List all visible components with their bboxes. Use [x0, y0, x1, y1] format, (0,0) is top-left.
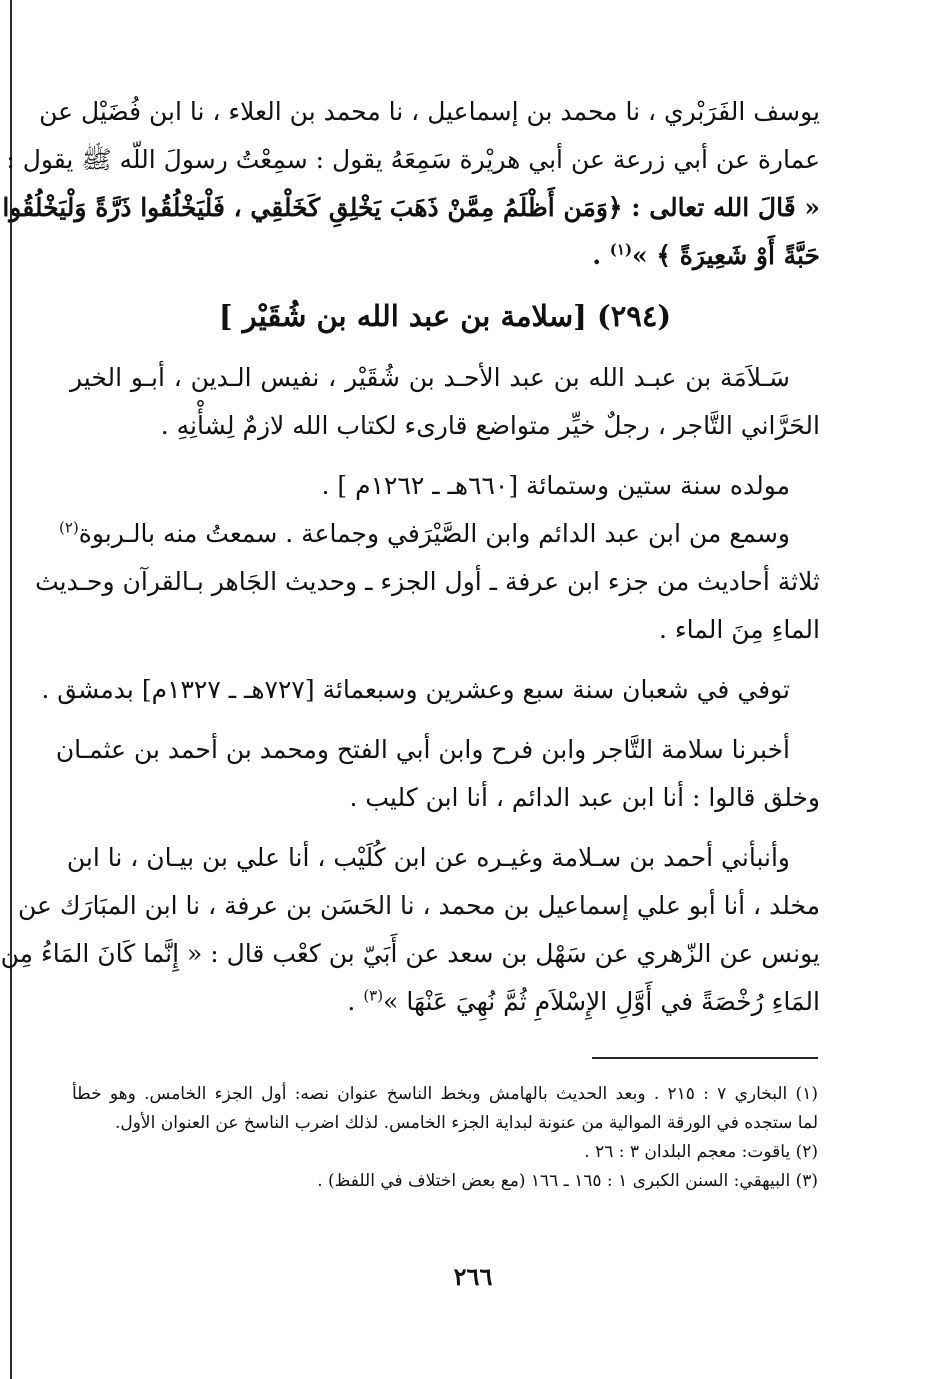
entry-heading: (٢٩٤) [سلامة بن عبد الله بن شُقَيْر ]	[218, 299, 672, 333]
footnote-marker: (١)	[609, 240, 633, 259]
footnote-marker: (٣)	[363, 986, 384, 1005]
text-line: وأنبأني أحمد بن سـلامة وغيـره عن ابن كُلَيْب ، أنا علي بن بيـان ، نا ابن	[66, 843, 790, 872]
text-line: « قَالَ الله تعالى : ﴿وَمَن أَظْلَمُ مِمَّنْ ذَهَبَ يَخْلِقِ كَخَلْقِي ، فَلْيَخْلُقُوا ذَرَّةً وَلْيَخْلُقُوا	[2, 193, 820, 222]
text-line: ثلاثة أحاديث من جزء ابن عرفة ـ أول الجزء ـ وحديث الجَاهر بـالقرآن وحـديث	[35, 567, 820, 596]
text-line	[70, 978, 820, 1026]
footnote-line: (٣) البيهقي: السنن الكبرى ١ : ١٦٥ ـ ١٦٦ (مع بعض اختلاف في اللفظ) .	[317, 1171, 818, 1191]
text-line: الحَرَّاني التَّاجر ، رجلٌ خيِّر متواضع قارىء لكتاب الله لازمٌ لِشأْنِهِ .	[160, 411, 820, 440]
line-end: .	[592, 241, 610, 270]
text-line	[70, 232, 820, 280]
footnote-line: (١) البخاري ٧ : ٢١٥ . وبعد الحديث بالهامش وبخط الناسخ عنوان نصه: أول الجزء الخامس. وهو خطأ	[72, 1084, 818, 1104]
text-line: أخبرنا سلامة التَّاجر وابن فرح وابن أبي الفتح ومحمد بن أحمد بن عثمـان	[55, 735, 790, 764]
text-line: مولده سنة ستين وستمائة [٦٦٠هـ ـ ١٢٦٢م ] .	[321, 471, 790, 500]
line-text: وسمع من ابن عبد الدائم وابن الصَّيْرَفي وجماعة . سمعتُ منه بالـربوة	[78, 519, 790, 548]
page-number: ٢٦٦	[453, 1262, 493, 1291]
text-line: مخلد ، أنا أبو علي إسماعيل بن محمد ، نا الحَسَن بن عرفة ، نا ابن المبَارَك عن	[17, 891, 820, 920]
text-line: يوسف الفَرَبْري ، نا محمد بن إسماعيل ، نا محمد بن العلاء ، نا ابن فُضَيْل عن	[39, 97, 820, 126]
footnote-line: (٢) ياقوت: معجم البلدان ٣ : ٢٦ .	[584, 1142, 818, 1162]
page-body	[0, 88, 820, 1026]
text-line: عمارة عن أبي زرعة عن أبي هريْرة سَمِعَهُ يقول : سمِعْتُ رسولَ اللّه ﷺ يقول :	[6, 145, 820, 174]
text-line: يونس عن الزّهري عن سَهْل بن سعد عن أَبَيّ بن كعْب قال : « إِنَّما كَانَ المَاءُ مِن	[0, 939, 820, 968]
text-line: الماءِ مِنَ الماء .	[659, 615, 820, 644]
footnotes	[72, 1080, 818, 1196]
quran-verse-end: حَبَّةً أَوْ شَعِيرَةً ﴾ »	[632, 241, 820, 270]
line-end: .	[347, 987, 364, 1016]
text-line: وخلق قالوا : أنا ابن عبد الدائم ، أنا ابن كليب .	[349, 783, 820, 812]
hadith-end: المَاءِ رُخْصَةً في أَوَّلِ الإِسْلاَمِ ثُمَّ نُهِيَ عَنْهَا »	[383, 987, 820, 1016]
footnote-line: لما ستجده في الورقة الموالية من عنونة لبداية الجزء الخامس. لذلك اضرب الناسخ عن العنوان الأول.	[114, 1113, 818, 1133]
text-line: سَـلاَمَة بن عبـد الله بن عبد الأحـد بن شُقَيْر ، نفيس الـدين ، أبـو الخير	[70, 363, 790, 392]
footnote-separator	[592, 1057, 818, 1059]
text-line: توفي في شعبان سنة سبع وعشرين وسبعمائة [٧٢٧هـ ـ ١٣٢٧م] بدمشق .	[41, 675, 790, 704]
text-line	[58, 510, 820, 558]
footnote-marker: (٢)	[58, 518, 79, 537]
